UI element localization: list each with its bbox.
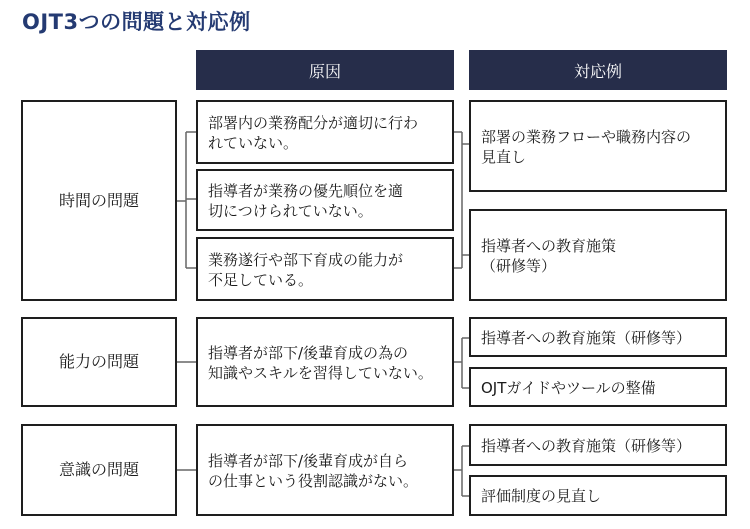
solution-awareness-1: 指導者への教育施策（研修等） [469,424,727,466]
solution-awareness-2: 評価制度の見直し [469,475,727,516]
category-awareness: 意識の問題 [21,424,177,516]
cause-awareness-1: 指導者が部下/後輩育成が自ら の仕事という役割認識がない。 [196,424,454,516]
solution-ability-2: OJTガイドやツールの整備 [469,367,727,407]
header-cause: 原因 [196,50,454,90]
category-time: 時間の問題 [21,100,177,301]
cause-time-3: 業務遂行や部下育成の能力が 不足している。 [196,237,454,301]
solution-time-2: 指導者への教育施策 （研修等） [469,209,727,301]
cause-time-2: 指導者が業務の優先順位を適 切につけられていない。 [196,169,454,231]
header-solution: 対応例 [469,50,727,90]
solution-time-1: 部署の業務フローや職務内容の 見直し [469,100,727,192]
category-ability: 能力の問題 [21,317,177,407]
cause-time-1: 部署内の業務配分が適切に行わ れていない。 [196,100,454,164]
solution-ability-1: 指導者への教育施策（研修等） [469,317,727,357]
page-title: OJT3つの問題と対応例 [22,10,251,34]
cause-ability-1: 指導者が部下/後輩育成の為の 知識やスキルを習得していない。 [196,317,454,407]
